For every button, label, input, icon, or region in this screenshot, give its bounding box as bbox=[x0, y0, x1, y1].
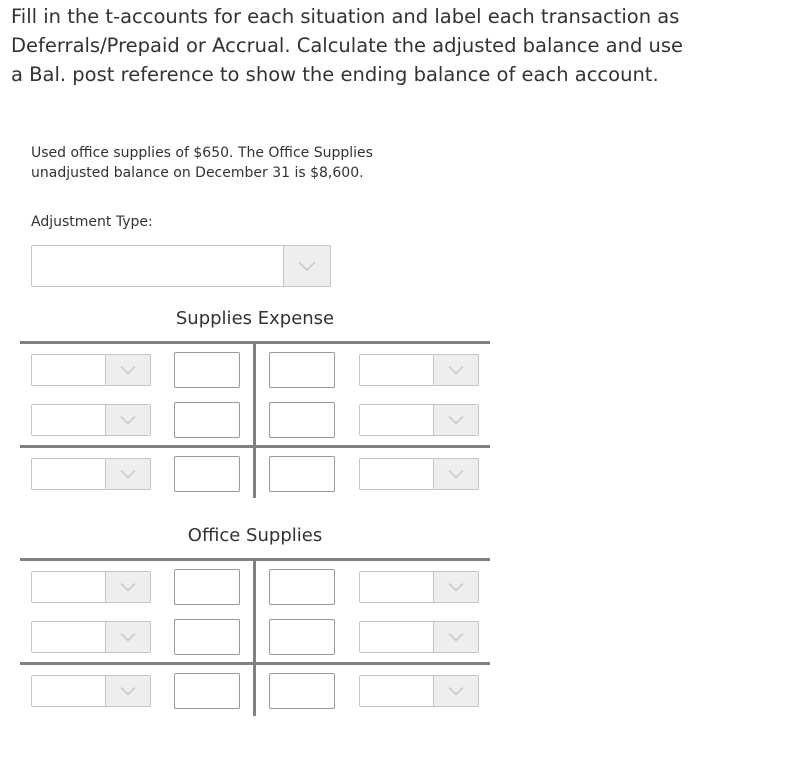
credit-amount-input[interactable] bbox=[269, 619, 335, 655]
t-account-center-line bbox=[253, 343, 256, 498]
credit-amount-input[interactable] bbox=[269, 402, 335, 438]
credit-post-reference-select[interactable] bbox=[359, 571, 479, 603]
chevron-down-icon[interactable] bbox=[105, 355, 150, 385]
debit-amount-input[interactable] bbox=[174, 673, 240, 709]
prompt-line-1: Used office supplies of $650. The Office Supplies bbox=[31, 145, 373, 161]
situation-prompt bbox=[31, 143, 431, 183]
instructions-line-2: Deferrals/Prepaid or Accrual. Calculate the adjusted balance and use bbox=[11, 34, 684, 57]
instructions-line-3: a Bal. post reference to show the ending balance of each account. bbox=[11, 63, 659, 86]
chevron-down-icon[interactable] bbox=[433, 622, 478, 652]
credit-post-reference-select[interactable] bbox=[359, 675, 479, 707]
chevron-down-icon[interactable] bbox=[433, 459, 478, 489]
chevron-down-icon[interactable] bbox=[105, 572, 150, 602]
chevron-down-icon[interactable] bbox=[105, 622, 150, 652]
chevron-down-icon[interactable] bbox=[283, 246, 330, 286]
adjustment-type-select[interactable] bbox=[31, 245, 331, 287]
debit-amount-input[interactable] bbox=[174, 402, 240, 438]
debit-post-reference-select[interactable] bbox=[31, 354, 151, 386]
adjustment-type-label: Adjustment Type: bbox=[31, 214, 153, 230]
chevron-down-icon[interactable] bbox=[433, 405, 478, 435]
credit-amount-input[interactable] bbox=[269, 352, 335, 388]
debit-post-reference-select[interactable] bbox=[31, 621, 151, 653]
credit-amount-input[interactable] bbox=[269, 569, 335, 605]
debit-amount-input[interactable] bbox=[174, 619, 240, 655]
instructions bbox=[11, 2, 791, 89]
credit-amount-input[interactable] bbox=[269, 673, 335, 709]
chevron-down-icon[interactable] bbox=[105, 676, 150, 706]
chevron-down-icon[interactable] bbox=[433, 572, 478, 602]
debit-post-reference-select[interactable] bbox=[31, 571, 151, 603]
prompt-line-2: unadjusted balance on December 31 is $8,600. bbox=[31, 165, 364, 181]
debit-amount-input[interactable] bbox=[174, 456, 240, 492]
chevron-down-icon[interactable] bbox=[433, 676, 478, 706]
credit-post-reference-select[interactable] bbox=[359, 458, 479, 490]
credit-post-reference-select[interactable] bbox=[359, 354, 479, 386]
t-account-title-supplies-expense: Supplies Expense bbox=[175, 308, 335, 329]
chevron-down-icon[interactable] bbox=[433, 355, 478, 385]
credit-amount-input[interactable] bbox=[269, 456, 335, 492]
debit-amount-input[interactable] bbox=[174, 569, 240, 605]
instructions-line-1: Fill in the t-accounts for each situation and label each transaction as bbox=[11, 5, 680, 28]
t-account-center-line bbox=[253, 560, 256, 716]
debit-post-reference-select[interactable] bbox=[31, 675, 151, 707]
t-account-title-office-supplies: Office Supplies bbox=[187, 525, 323, 546]
chevron-down-icon[interactable] bbox=[105, 459, 150, 489]
chevron-down-icon[interactable] bbox=[105, 405, 150, 435]
credit-post-reference-select[interactable] bbox=[359, 621, 479, 653]
debit-amount-input[interactable] bbox=[174, 352, 240, 388]
debit-post-reference-select[interactable] bbox=[31, 458, 151, 490]
debit-post-reference-select[interactable] bbox=[31, 404, 151, 436]
credit-post-reference-select[interactable] bbox=[359, 404, 479, 436]
